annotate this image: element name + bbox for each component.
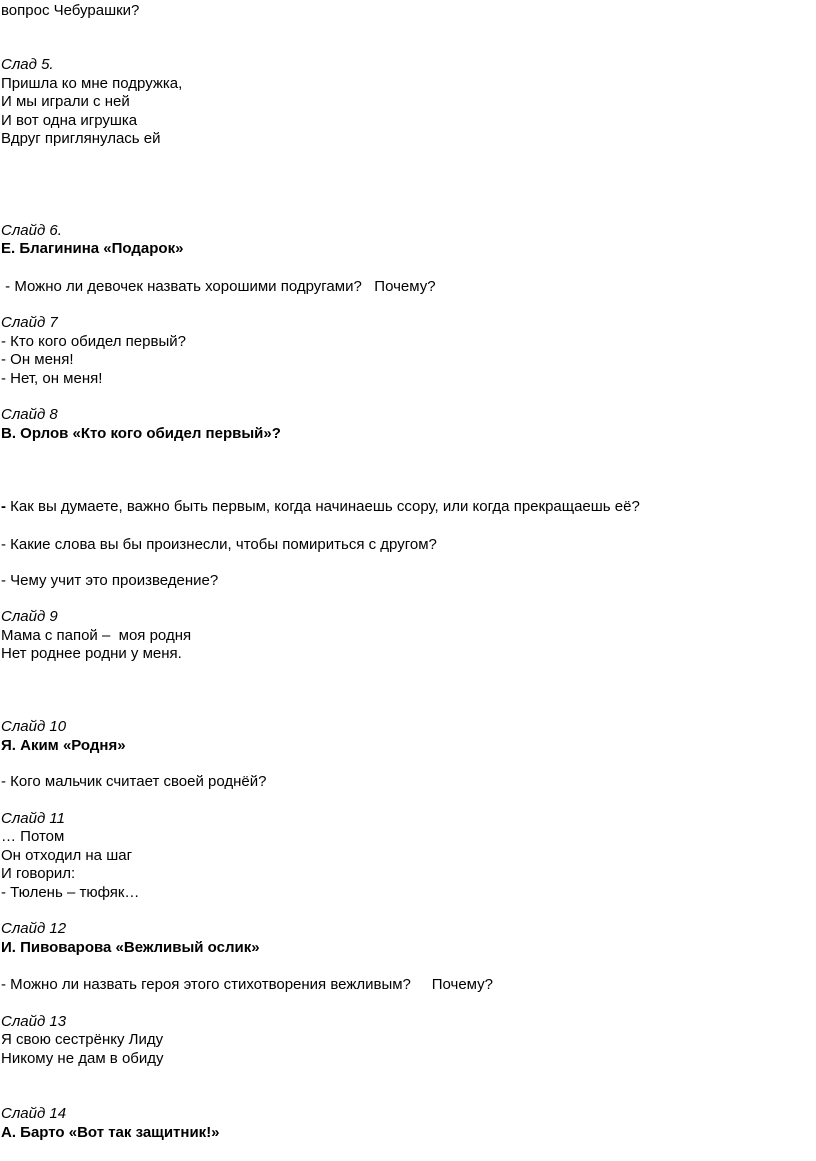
slide-heading: Слайд 10 xyxy=(1,718,67,735)
question-line: - Можно ли назвать героя этого стихотворения вежливым? Почему? xyxy=(1,976,494,993)
slide-heading: Слайд 12 xyxy=(1,920,67,937)
slide-heading: Слайд 8 xyxy=(1,406,58,423)
dialogue-line: - Нет, он меня! xyxy=(1,370,103,387)
poem-line: - Тюлень – тюфяк… xyxy=(1,884,140,901)
work-title: Я. Аким «Родня» xyxy=(1,737,126,754)
slide-heading: Слайд 9 xyxy=(1,608,58,625)
question-line: - Кого мальчик считает своей роднёй? xyxy=(1,773,267,790)
work-title: И. Пивоварова «Вежливый ослик» xyxy=(1,939,260,956)
slide-heading: Слайд 6. xyxy=(1,222,62,239)
poem-line: Вдруг приглянулась ей xyxy=(1,130,161,147)
poem-line: И говорил: xyxy=(1,865,76,882)
poem-line: И вот одна игрушка xyxy=(1,112,138,129)
dialogue-line: - Кто кого обидел первый? xyxy=(1,333,186,350)
poem-line: Я свою сестрёнку Лиду xyxy=(1,1031,164,1048)
poem-line: … Потом xyxy=(1,828,65,845)
question-line: - Какие слова вы бы произнесли, чтобы помириться с другом? xyxy=(1,536,437,553)
slide-heading: Слад 5. xyxy=(1,56,54,73)
slide-heading: Слайд 11 xyxy=(1,810,66,827)
work-title: Е. Благинина «Подарок» xyxy=(1,240,184,257)
work-title: А. Барто «Вот так защитник!» xyxy=(1,1124,220,1141)
work-title: В. Орлов «Кто кого обидел первый»? xyxy=(1,425,281,442)
poem-line: Пришла ко мне подружка, xyxy=(1,75,183,92)
slide-heading: Слайд 7 xyxy=(1,314,58,331)
poem-line: Он отходил на шаг xyxy=(1,847,133,864)
question-line xyxy=(1,498,640,516)
slide-heading: Слайд 13 xyxy=(1,1013,67,1030)
question-text: Как вы думаете, важно быть первым, когда начинаешь ссору, или когда прекращаешь её? xyxy=(6,498,640,515)
question-dash: - xyxy=(1,498,6,515)
question-line: - Можно ли девочек назвать хорошими подругами? Почему? xyxy=(1,278,436,295)
poem-line: Нет роднее родни у меня. xyxy=(1,645,182,662)
dialogue-line: - Он меня! xyxy=(1,351,74,368)
poem-line: Никому не дам в обиду xyxy=(1,1050,164,1067)
slide-heading: Слайд 14 xyxy=(1,1105,67,1122)
question-line: - Чему учит это произведение? xyxy=(1,572,219,589)
poem-line: Мама с папой – моя родня xyxy=(1,627,192,644)
text-line: вопрос Чебурашки? xyxy=(1,2,140,19)
poem-line: И мы играли с ней xyxy=(1,93,130,110)
